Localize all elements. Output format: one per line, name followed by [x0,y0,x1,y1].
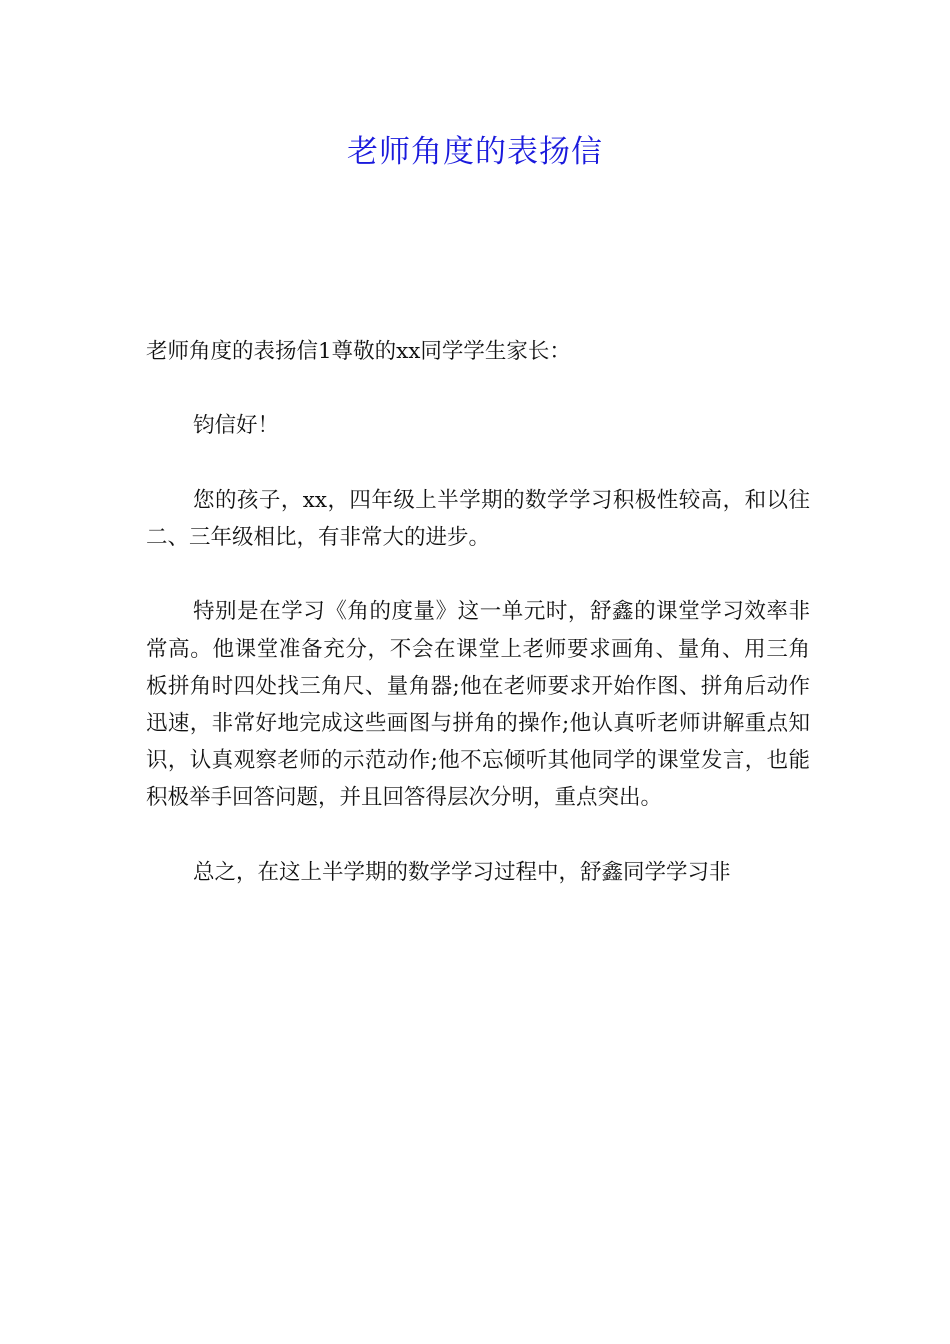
body-paragraph-3: 总之，在这上半学期的数学学习过程中，舒鑫同学学习非 [193,859,731,885]
body-paragraph-2: 特别是在学习《角的度量》这一单元时，舒鑫的课堂学习效率非常高。他课堂准备充分，不会在课堂上老师要求画角、量角、用三角板拼角时四处找三角尺、量角器;他在老师要求开始作图、拼角后动作迅速，非常好地完成这些画图与拼角的操作;他认真听老师讲解重点知识，认真观察老师的示范动作;他不忘倾听其他同学的课堂发言，也能积极举手回答问题，并且回答得层次分明，重点突出。 [146,599,810,811]
document-body [146,333,810,928]
salutation-paragraph: 老师角度的表扬信1尊敬的xx同学学生家长： [146,339,571,364]
document-title: 老师角度的表扬信 [347,134,603,170]
body-paragraph-1: 您的孩子，xx，四年级上半学期的数学学习积极性较高，和以往二、三年级相比，有非常大的进步。 [146,487,810,550]
greeting-paragraph: 钧信好！ [193,413,280,439]
